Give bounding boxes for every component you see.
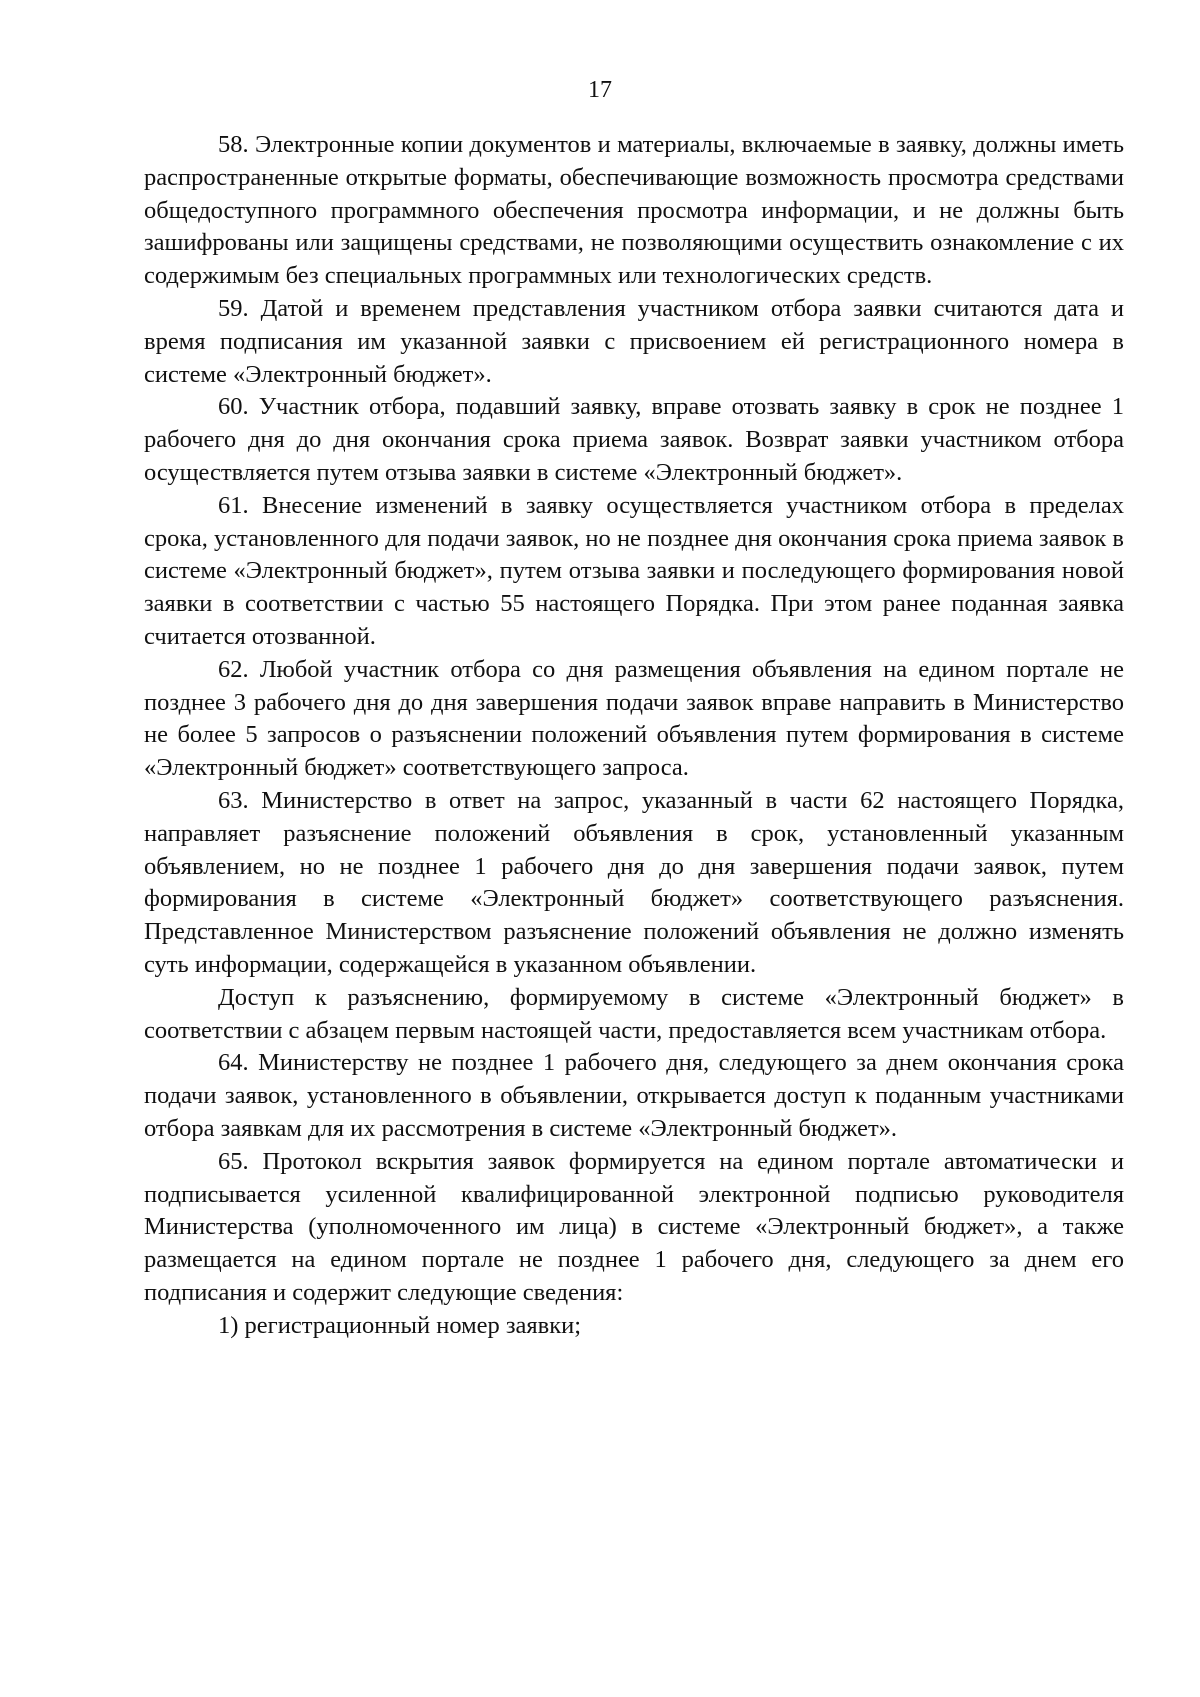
paragraph-62: 62. Любой участник отбора со дня размещения объявления на едином портале не позднее 3 рабочего дня до дня завершения подачи заявок вправе направить в Министерство не более 5 запросов о разъяснении положений объявления путем формирования в системе «Электронный бюджет» соответствующего запроса. (144, 655, 1124, 782)
paragraph-63: 63. Министерство в ответ на запрос, указанный в части 62 настоящего Порядка, направляет разъяснение положений объявления в срок, установленный указанным объявлением, но не позднее 1 рабочего дня до дня завершения подачи заявок, путем формирования в системе «Электронный бюджет» соответствующего разъяснения. Представленное Министерством разъяснение положений объявления не должно изменять суть информации, содержащейся в указанном объявлении. (144, 786, 1124, 978)
list-item-1: 1) регистрационный номер заявки; (218, 1311, 582, 1339)
paragraph-58: 58. Электронные копии документов и материалы, включаемые в заявку, должны иметь распространенные открытые форматы, обеспечивающие возможность просмотра средствами общедоступного программного обеспечения просмотра информации, и не должны быть зашифрованы или защищены средствами, не позволяющими осуществить ознакомление с их содержимым без специальных программных или технологических средств. (144, 131, 1124, 290)
paragraph-64: 64. Министерству не позднее 1 рабочего дня, следующего за днем окончания срока подачи заявок, установленного в объявлении, открывается доступ к поданным участниками отбора заявкам для их рассмотрения в системе «Электронный бюджет». (144, 1049, 1124, 1142)
document-body (144, 129, 1124, 1342)
paragraph-59: 59. Датой и временем представления участником отбора заявки считаются дата и время подписания им указанной заявки с присвоением ей регистрационного номера в системе «Электронный бюджет». (144, 294, 1124, 388)
page-number: 17 (588, 77, 612, 103)
paragraph-60: 60. Участник отбора, подавший заявку, вправе отозвать заявку в срок не позднее 1 рабочего дня до дня окончания срока приема заявок. Возврат заявки участником отбора осуществляется путем отзыва заявки в системе «Электронный бюджет». (144, 393, 1124, 486)
paragraph-65: 65. Протокол вскрытия заявок формируется на едином портале автоматически и подписывается усиленной квалифицированной электронной подписью руководителя Министерства (уполномоченного им лица) в системе «Электронный бюджет», а также размещается на едином портале не позднее 1 рабочего дня, следующего за днем его подписания и содержит следующие сведения: (144, 1147, 1124, 1306)
paragraph-63-access: Доступ к разъяснению, формируемому в системе «Электронный бюджет» в соответствии с абзацем первым настоящей части, предоставляется всем участникам отбора. (144, 983, 1124, 1044)
paragraph-61: 61. Внесение изменений в заявку осуществляется участником отбора в пределах срока, установленного для подачи заявок, но не позднее дня окончания срока приема заявок в системе «Электронный бюджет», путем отзыва заявки и последующего формирования новой заявки в соответствии с частью 55 настоящего Порядка. При этом ранее поданная заявка считается отозванной. (144, 491, 1124, 650)
